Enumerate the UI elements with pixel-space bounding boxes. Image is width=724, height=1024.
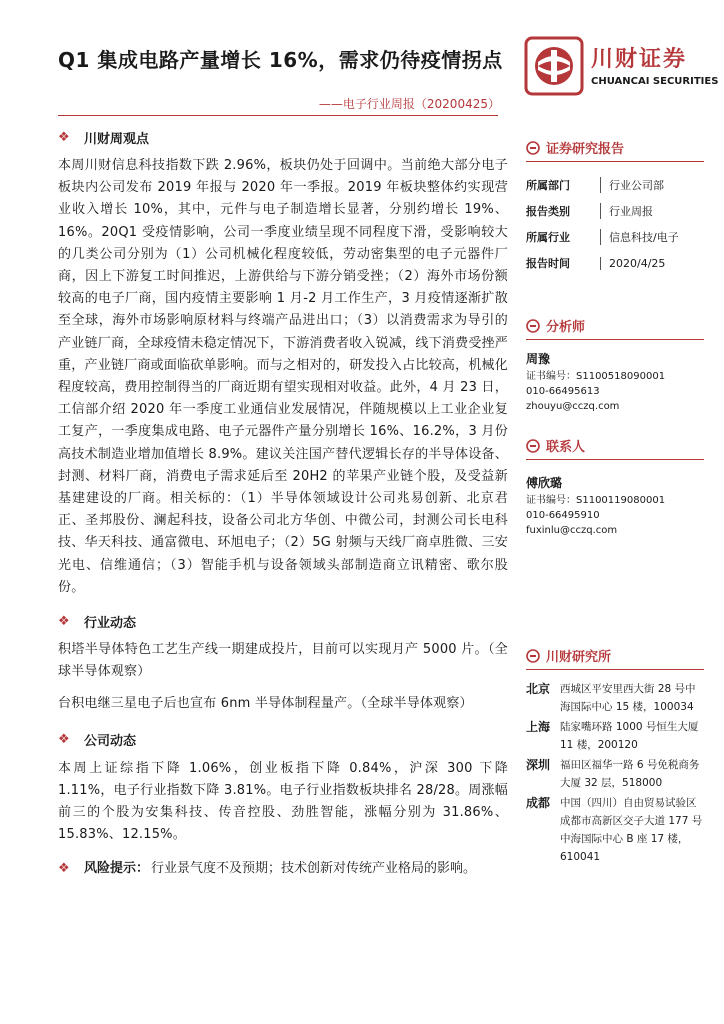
report-seal-icon: [526, 141, 540, 155]
analyst-phone: 010-66495613: [526, 386, 600, 397]
analyst-card: [526, 350, 704, 414]
diamond-bullet-icon: ❖: [58, 129, 70, 145]
contact-cert: 证书编号：S1100119080001: [526, 495, 666, 506]
risk-text: 行业景气度不及预期；技术创新对传统产业格局的影响。: [151, 861, 477, 877]
office-item: 深圳 福田区福华一路 6 号免税商务大厦 32 层，518000: [526, 758, 700, 789]
office-item: 北京 西城区平安里西大街 28 号中海国际中心 15 楼，100034: [526, 682, 696, 713]
section-heading: ❖ 行业动态: [58, 613, 137, 631]
section-weekly-view: [58, 127, 508, 599]
diamond-bullet-icon: ❖: [58, 861, 70, 877]
analyst-name: 周豫: [526, 352, 551, 366]
analyst-cert: 证书编号：S1100518090001: [526, 371, 666, 382]
paragraph: 本周上证综指下降 1.06%，创业板指下降 0.84%，沪深 300 下降 1.11%，电子行业指数下降 3.81%。电子行业指数板块排名 28/28。周涨幅前三的个股为安集科技、传音控股、劲胜智能，涨幅分别为 31.86%、15.83%、12.15%。: [58, 760, 508, 843]
brand-logo: [524, 36, 719, 96]
brand-name-en: CHUANCAI SECURITIES: [591, 76, 719, 87]
diamond-bullet-icon: ❖: [58, 613, 70, 629]
report-seal-icon: [526, 439, 540, 453]
section-heading: ❖ 川财周观点: [58, 129, 150, 147]
paragraph: 台积电继三星电子后也宣布 6nm 半导体制程量产。（全球半导体观察）: [58, 696, 473, 712]
meta-row: 所属行业 信息科技/电子: [526, 231, 679, 244]
diamond-bullet-icon: ❖: [58, 732, 70, 748]
section-company-news: [58, 730, 508, 847]
contact-card: [526, 474, 704, 538]
main-content: [58, 127, 508, 880]
brand-name-cn: 川财证券: [591, 47, 688, 72]
section-heading: ❖ 公司动态: [58, 732, 137, 750]
meta-row: 报告时间 2020/4/25: [526, 256, 666, 270]
meta-row: 所属部门 行业公司部: [526, 179, 664, 192]
meta-row: 报告类别 行业周报: [526, 205, 653, 218]
report-seal-icon: [526, 319, 540, 333]
contact-email[interactable]: fuxinlu@cczq.com: [526, 525, 618, 536]
report-title: Q1 集成电路产量增长 16%，需求仍待疫情拐点: [58, 48, 503, 72]
paragraph: 本周川财信息科技指数下跌 2.96%，板块仍处于回调中。当前绝大部分电子板块内公司发布 2019 年报与 2020 年一季报。2019 年板块整体约实现营业收入增长 10%，其中，元件与电子制造增长显著，分别约增长 19%、16%。20Q1 受疫情影响，公司一季度业绩呈现不同程度下滑，受影响较大的几类公司分别为（1）公司机械化程度较低，劳动密集型的电子元器件厂商，因上下游复工时间推迟，上游供给与下游分销受挫；（2）海外市场份额较高的电子厂商，国内疫情主要影响 1 月-2 月工作生产，3 月疫情逐渐扩散至全球，海外市场影响原材料与终端产品进出口；（3）以消费需求为导引的产业链厂商，全球疫情未稳定情况下，下游消费者收入锐减，线下消费受挫严重，产业链厂商或面临砍单影响。而与之相对的，研发投入占比较高，机械化程度较高，费用控制得当的厂商近期有望实现相对收益。此外，4 月 23 日，工信部介绍 2020 年一季度工业通信业发展情况，伴随规模以上工业企业复工复产，一季度集成电路、电子元器件产量分别增长 16%、16.2%，3 月份高技术制造业增加值增长 8.9%。建议关注国产替代逻辑长存的半导体设备、封测、材料厂商，消费电子需求延后至 20H2 的苹果产业链个股，及受益新基建建设的厂商。相关标的：（1）半导体领域设计公司兆易创新、北京君正、圣邦股份、澜起科技，设备公司北方华创、中微公司，封测公司长电科技、华天科技、通富微电、环旭电子；（2）5G 射频与天线厂商卓胜微、三安光电、信维通信；（3）智能手机与设备领域头部制造商立讯精密、歌尔股份。: [58, 158, 508, 595]
report-subtitle: ——电子行业周报（20200425）: [318, 97, 500, 111]
office-item: 上海 陆家嘴环路 1000 号恒生大厦 11 楼，200120: [526, 720, 699, 751]
header-divider: [58, 115, 498, 116]
analyst-email[interactable]: zhouyu@cczq.com: [526, 401, 620, 412]
paragraph: 积塔半导体特色工艺生产线一期建成投片，目前可以实现月产 5000 片。（全球半导体观察）: [58, 642, 508, 680]
office-list: [526, 680, 704, 866]
section-industry-news: [58, 611, 508, 716]
sidebar-analyst-heading: 分析师: [526, 316, 704, 340]
contact-phone: 010-66495910: [526, 510, 600, 521]
risk-label: 风险提示：: [84, 861, 150, 877]
risk-notice: [58, 858, 508, 880]
sidebar-report-heading: 证券研究报告: [526, 138, 704, 162]
sidebar-contact-heading: 联系人: [526, 436, 704, 460]
office-item: 成都 中国（四川）自由贸易试验区成都市高新区交子大道 177 号中海国际中心 B 座 17 楼，610041: [526, 796, 703, 863]
contact-name: 傅欣璐: [526, 476, 563, 490]
report-seal-icon: [526, 649, 540, 663]
sidebar-institute-heading: 川财研究所: [526, 646, 704, 670]
report-meta-table: [526, 172, 704, 276]
chuancai-logo-icon: [524, 36, 584, 96]
sidebar: [526, 138, 704, 868]
